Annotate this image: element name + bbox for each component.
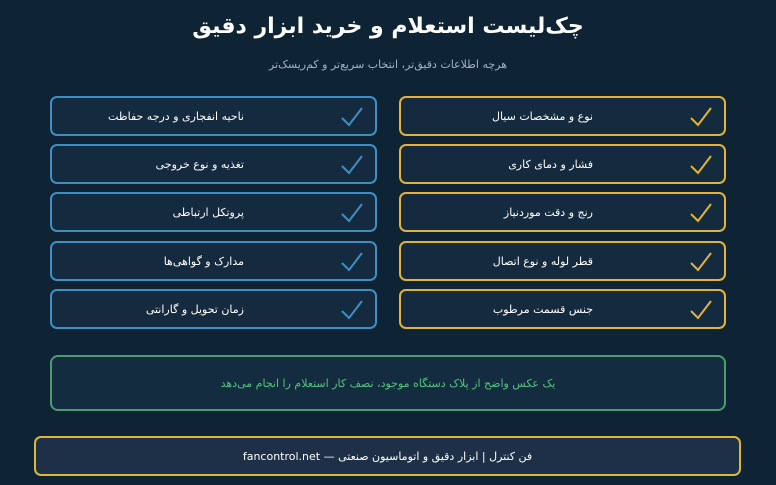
checklist-item-label: مدارک و گواهی‌ها [163, 254, 244, 268]
check-icon [688, 297, 714, 323]
checklist-item [50, 144, 377, 184]
checklist-item [50, 241, 377, 281]
page-title: چک‌لیست استعلام و خرید ابزار دقیق [192, 14, 584, 39]
checklist-item-label: ناحیه انفجاری و درجه حفاظت [108, 109, 244, 123]
checklist-item [399, 241, 726, 281]
checklist-item-label: فشار و دمای کاری [508, 157, 593, 171]
checklist-item [50, 192, 377, 232]
check-icon [339, 152, 365, 178]
check-icon [688, 152, 714, 178]
page-subtitle: هرچه اطلاعات دقیق‌تر، انتخاب سریع‌تر و کم‌ریسک‌تر [268, 58, 508, 71]
checklist-item-label: پروتکل ارتباطی [172, 205, 244, 219]
tip-text: یک عکس واضح از پلاک دستگاه موجود، نصف کار استعلام را انجام می‌دهد [220, 376, 556, 390]
checklist-item [399, 144, 726, 184]
checklist-item [50, 289, 377, 329]
check-icon [688, 104, 714, 130]
checklist-item-label: تغذیه و نوع خروجی [155, 157, 244, 171]
checklist-item-label: قطر لوله و نوع اتصال [492, 254, 593, 268]
checklist-item [50, 96, 377, 136]
checklist-item [399, 289, 726, 329]
checklist-item [399, 192, 726, 232]
checklist-item [399, 96, 726, 136]
check-icon [339, 200, 365, 226]
checklist-item-label: جنس قسمت مرطوب [492, 302, 593, 316]
checklist-item-label: زمان تحویل و گارانتی [145, 302, 244, 316]
checklist-grid [50, 96, 726, 329]
check-icon [339, 297, 365, 323]
check-icon [339, 104, 365, 130]
footer-banner [34, 436, 741, 476]
checklist-item-label: نوع و مشخصات سیال [491, 109, 593, 123]
tip-box [50, 355, 726, 411]
check-icon [688, 200, 714, 226]
checklist-item-label: رنج و دقت موردنیاز [503, 205, 593, 219]
footer-text: فن کنترل | ابزار دقیق و اتوماسیون صنعتی — fancontrol.net [242, 449, 533, 463]
check-icon [688, 249, 714, 275]
check-icon [339, 249, 365, 275]
